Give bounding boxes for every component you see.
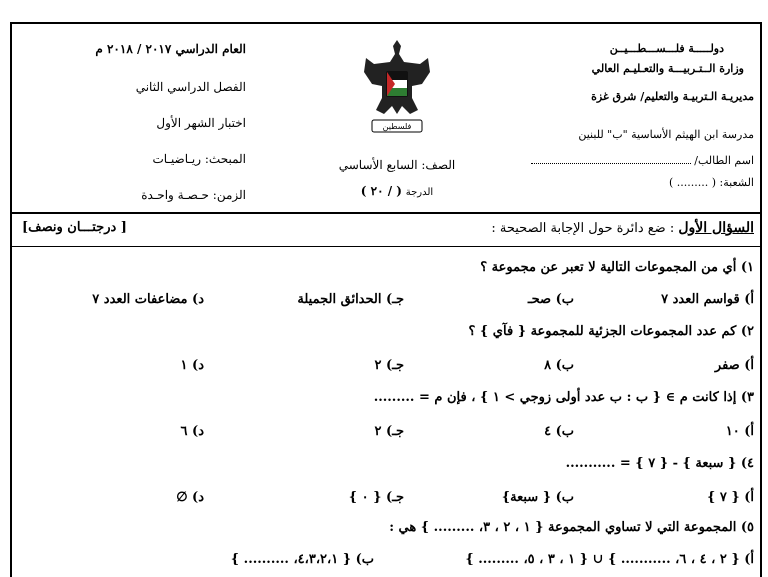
emblem-caption: فلسطين (382, 122, 412, 131)
exam-time: الزمن: حـصـة واحـدة (141, 188, 246, 202)
subject: المبحث: ريـاضيـات (152, 152, 246, 166)
option-4d[interactable]: د) ∅ (176, 490, 204, 505)
option-5b[interactable]: ب) { ٤،٣،٢،١، .......... } (230, 552, 374, 567)
exam-title: اختبار الشهر الأول (156, 116, 246, 130)
student-name-field[interactable] (531, 154, 691, 164)
student-name-label: اسم الطالب/ (531, 154, 754, 167)
option-3d[interactable]: د) ٦ (180, 424, 204, 439)
grade-box: الدرجة ( / ٢٠ ) (360, 184, 434, 198)
question-item-2: ٢) كم عدد المجموعات الجزئية للمجموعة { فآي } ؟ (468, 324, 754, 339)
option-3c[interactable]: جـ) ٢ (374, 424, 404, 439)
option-4b[interactable]: ب) { سبعة} (501, 490, 574, 505)
directorate-name: مديريـة الـتربيـة والتعليم/ شرق غزة (591, 90, 754, 103)
exam-header (12, 24, 760, 212)
option-4a[interactable]: أ) { ٧ } (706, 490, 754, 505)
option-1c[interactable]: جـ) الحدائق الجميلة (297, 292, 404, 307)
class-label: الصف: السابع الأساسي (338, 158, 456, 172)
option-1b[interactable]: ب) صحـ (527, 292, 574, 307)
grade-value: ( / ٢٠ ) (360, 184, 402, 198)
option-3b[interactable]: ب) ٤ (544, 424, 574, 439)
section-label: الشعبة: ( ......... ) (669, 176, 754, 189)
option-1d[interactable]: د) مضاعفات العدد ٧ (92, 292, 204, 307)
question-item-5: ٥) المجموعة التي لا تساوي المجموعة { ١ ، ٢ ، ٣، ......... } هي : (389, 520, 754, 535)
option-2b[interactable]: ب) ٨ (544, 358, 574, 373)
option-5a[interactable]: أ) { ٢ ، ٤ ، ٦، ........... } ∪ { ١ ، ٣ ، ٥، ......... } (465, 552, 754, 567)
option-4c[interactable]: جـ) { ٠ } (348, 490, 404, 505)
option-3a[interactable]: أ) ١٠ (725, 424, 754, 439)
option-1a[interactable]: أ) قواسم العدد ٧ (661, 292, 754, 307)
question-separator (12, 246, 760, 247)
exam-frame (10, 22, 762, 577)
ministry-name: وزارة الــتـربيـــة والتعـليـم العالي (591, 62, 744, 75)
semester: الفصل الدراسي الثاني (135, 80, 246, 94)
question1-heading: السؤال الأول : ضع دائرة حول الإجابة الصحيحة : (491, 220, 754, 236)
option-2c[interactable]: جـ) ٢ (374, 358, 404, 373)
question-item-4: ٤) { سبعة } - { ٧ } = ........... (565, 456, 754, 471)
header-center-block (312, 34, 482, 204)
question-item-3: ٣) إذا كانت م ∋ { ب : ب عدد أولى زوجي > ١ } ، فإن م = ......... (373, 390, 754, 405)
header-separator (12, 212, 760, 214)
option-2d[interactable]: د) ١ (180, 358, 204, 373)
question1-marks: [ درجتـــان ونصف] (22, 220, 127, 235)
state-name: دولـــــة فلـــســـطـــيــن (609, 42, 724, 55)
question-item-1: ١) أي من المجموعات التالية لا تعبر عن مجموعة ؟ (480, 260, 754, 275)
school-name: مدرسة ابن الهيثم الأساسية "ب" للبنين (578, 128, 754, 141)
academic-year: العام الدراسي ٢٠١٧ / ٢٠١٨ م (95, 42, 246, 56)
option-2a[interactable]: أ) صفر (714, 358, 754, 373)
palestine-eagle-emblem (362, 34, 432, 144)
